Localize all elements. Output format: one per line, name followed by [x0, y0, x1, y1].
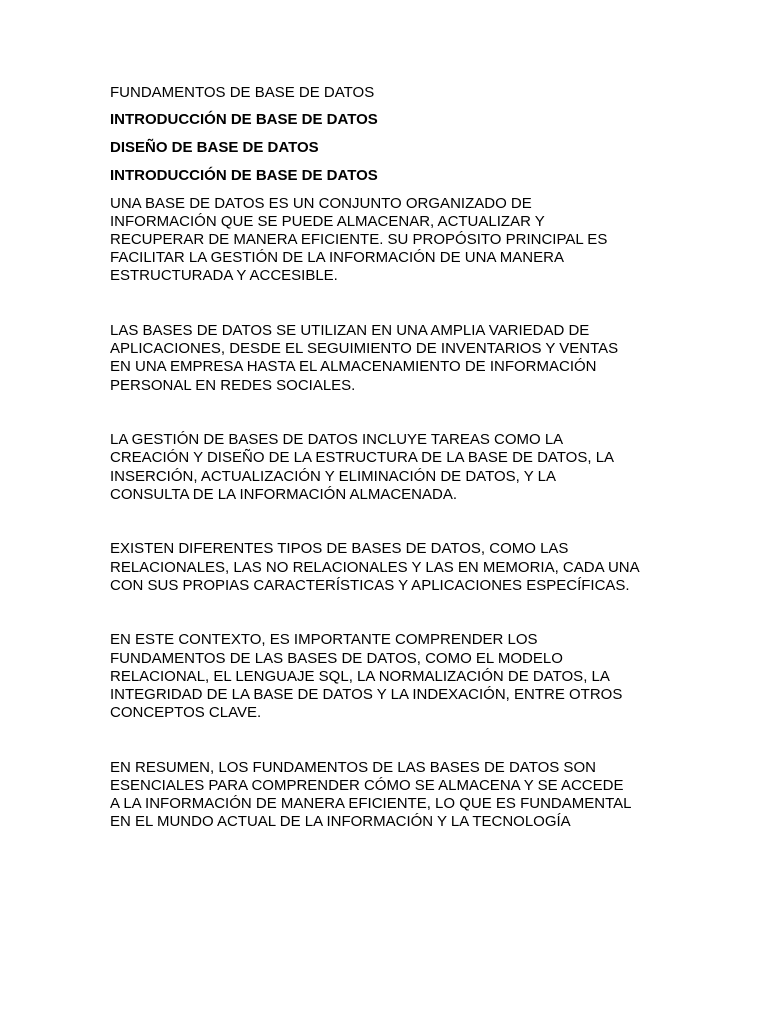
paragraph-line: EN UNA EMPRESA HASTA EL ALMACENAMIENTO DE INFORMACIÓN — [110, 358, 597, 376]
paragraph-line: LA GESTIÓN DE BASES DE DATOS INCLUYE TAREAS COMO LA — [110, 431, 564, 449]
section-heading-diseno: DISEÑO DE BASE DE DATOS — [110, 139, 319, 156]
paragraph-line: EXISTEN DIFERENTES TIPOS DE BASES DE DATOS, COMO LAS — [110, 540, 569, 558]
paragraph-line: UNA BASE DE DATOS ES UN CONJUNTO ORGANIZADO DE — [110, 194, 532, 212]
paragraph-line: ESTRUCTURADA Y ACCESIBLE. — [110, 267, 338, 285]
paragraph-line: RECUPERAR DE MANERA EFICIENTE. SU PROPÓSITO PRINCIPAL ES — [110, 231, 608, 248]
paragraph-line: APLICACIONES, DESDE EL SEGUIMIENTO DE INVENTARIOS Y VENTAS — [110, 340, 619, 358]
paragraph-line: EN RESUMEN, LOS FUNDAMENTOS DE LAS BASES DE DATOS SON — [110, 758, 596, 776]
paragraph-line: EN ESTE CONTEXTO, ES IMPORTANTE COMPRENDER LOS — [110, 631, 538, 649]
paragraph-line: INFORMACIÓN QUE SE PUEDE ALMACENAR, ACTUALIZAR Y — [110, 212, 545, 230]
paragraph-definition — [110, 195, 670, 286]
paragraph-uses — [110, 322, 670, 395]
paragraph-line: FUNDAMENTOS DE LAS BASES DE DATOS, COMO EL MODELO — [110, 649, 563, 667]
paragraph-line: RELACIONALES, LAS NO RELACIONALES Y LAS EN MEMORIA, CADA UNA — [110, 558, 640, 576]
paragraph-summary — [110, 759, 670, 832]
document-page — [110, 84, 670, 832]
paragraph-line: LAS BASES DE DATOS SE UTILIZAN EN UNA AMPLIA VARIEDAD DE — [110, 322, 590, 339]
paragraph-line: CONCEPTOS CLAVE. — [110, 704, 262, 722]
paragraph-line: A LA INFORMACIÓN DE MANERA EFICIENTE, LO QUE ES FUNDAMENTAL — [110, 795, 632, 813]
paragraph-management — [110, 431, 670, 504]
paragraph-line: EN EL MUNDO ACTUAL DE LA INFORMACIÓN Y LA TECNOLOGÍA — [110, 813, 571, 831]
paragraph-line: FACILITAR LA GESTIÓN DE LA INFORMACIÓN DE UNA MANERA — [110, 249, 564, 267]
paragraph-line: CONSULTA DE LA INFORMACIÓN ALMACENADA. — [110, 485, 458, 503]
section-heading-introduccion: INTRODUCCIÓN DE BASE DE DATOS — [110, 111, 378, 129]
paragraph-line: CREACIÓN Y DISEÑO DE LA ESTRUCTURA DE LA BASE DE DATOS, LA — [110, 449, 615, 467]
paragraph-line: INSERCIÓN, ACTUALIZACIÓN Y ELIMINACIÓN DE DATOS, Y LA — [110, 467, 556, 485]
paragraph-line: RELACIONAL, EL LENGUAJE SQL, LA NORMALIZACIÓN DE DATOS, LA — [110, 667, 610, 685]
paragraph-types — [110, 540, 670, 595]
section-heading-introduccion-2: INTRODUCCIÓN DE BASE DE DATOS — [110, 166, 378, 184]
paragraph-line: PERSONAL EN REDES SOCIALES. — [110, 376, 356, 394]
paragraph-line: CON SUS PROPIAS CARACTERÍSTICAS Y APLICACIONES ESPECÍFICAS. — [110, 576, 630, 594]
paragraph-context — [110, 631, 670, 722]
paragraph-line: ESENCIALES PARA COMPRENDER CÓMO SE ALMACENA Y SE ACCEDE — [110, 777, 624, 795]
paragraph-line: INTEGRIDAD DE LA BASE DE DATOS Y LA INDEXACIÓN, ENTRE OTROS — [110, 686, 623, 704]
document-title: FUNDAMENTOS DE BASE DE DATOS — [110, 84, 375, 101]
